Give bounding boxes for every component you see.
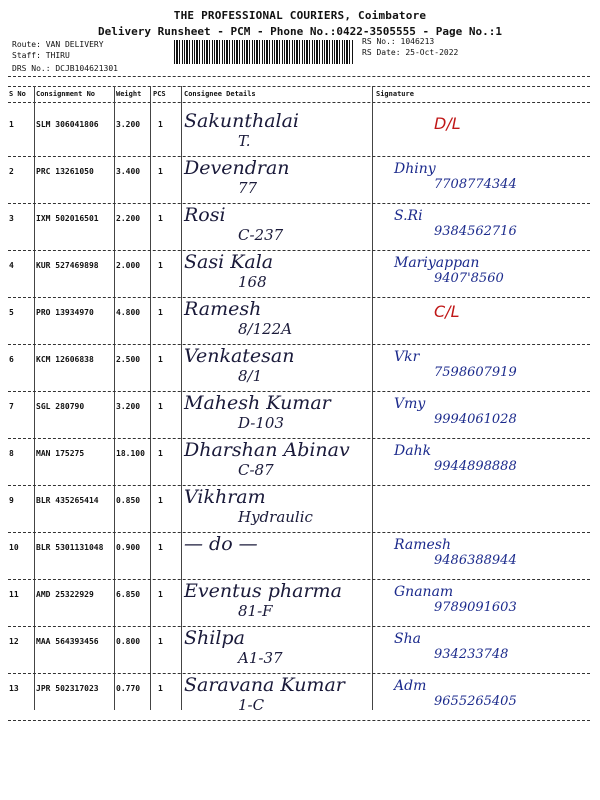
row-sno: 2 — [9, 167, 14, 176]
signature-box — [374, 253, 588, 295]
row-weight: 0.770 — [116, 684, 141, 693]
table-row — [8, 204, 590, 251]
row-weight: 0.900 — [116, 543, 141, 552]
row-weight: 6.850 — [116, 590, 141, 599]
row-pcs: 1 — [158, 214, 163, 223]
row-consignment: PRC 13261050 — [36, 167, 94, 176]
receiver-phone: 9994061028 — [434, 412, 517, 427]
row-consignment: MAA 564393456 — [36, 637, 99, 646]
table-row — [8, 627, 590, 674]
consignee-address: T. — [238, 132, 251, 150]
consignee-name: Eventus pharma — [184, 580, 342, 602]
receiver-phone: 7708774344 — [434, 177, 517, 192]
consignee-name: Saravana Kumar — [184, 674, 345, 696]
row-consignment: BLR 435265414 — [36, 496, 99, 505]
row-sno: 11 — [9, 590, 19, 599]
row-weight: 0.800 — [116, 637, 141, 646]
row-weight: 4.800 — [116, 308, 141, 317]
signature-mark: Ramesh — [394, 537, 451, 553]
col-signature: Signature — [376, 90, 414, 98]
row-sno: 4 — [9, 261, 14, 270]
receiver-phone: 934233748 — [434, 647, 509, 662]
consignee-name: Sakunthalai — [184, 110, 300, 132]
row-weight: 2.200 — [116, 214, 141, 223]
consignee-address: 168 — [238, 273, 267, 291]
signature-box — [374, 582, 588, 624]
delivery-stamp: D/L — [434, 114, 461, 133]
row-consignment: SLM 306041806 — [36, 120, 99, 129]
row-sno: 7 — [9, 402, 14, 411]
drs-barcode — [174, 40, 354, 64]
consignee-address: 8/122A — [238, 320, 293, 338]
row-consignment: SGL 280790 — [36, 402, 85, 411]
row-sno: 13 — [9, 684, 19, 693]
signature-mark: S.Ri — [394, 208, 423, 224]
table-row — [8, 674, 590, 721]
row-consignment: JPR 502317023 — [36, 684, 99, 693]
row-pcs: 1 — [158, 684, 163, 693]
row-consignment: PRO 13934970 — [36, 308, 94, 317]
row-consignment: KCM 12606838 — [36, 355, 94, 364]
table-row — [8, 251, 590, 298]
row-weight: 3.400 — [116, 167, 141, 176]
table-row — [8, 533, 590, 580]
signature-box — [374, 206, 588, 248]
runsheet-title: Delivery Runsheet - PCM - Phone No.:0422-3505555 - Page No.:1 — [98, 25, 502, 38]
signature-mark: Dhiny — [394, 161, 436, 177]
col-consignment: Consignment No — [36, 90, 96, 98]
consignee-name: — do — — [184, 533, 258, 555]
table-row — [8, 345, 590, 392]
row-pcs: 1 — [158, 355, 163, 364]
receiver-phone: 9407'8560 — [434, 271, 504, 286]
consignee-address: 8/1 — [238, 367, 263, 385]
consignee-name: Vikhram — [184, 486, 266, 508]
staff-label: Staff: THIRU — [12, 51, 70, 60]
row-weight: 18.100 — [116, 449, 145, 458]
row-sno: 1 — [9, 120, 14, 129]
signature-box — [374, 300, 588, 342]
row-pcs: 1 — [158, 167, 163, 176]
row-consignment: BLR 5301131048 — [36, 543, 104, 552]
consignee-name: Ramesh — [184, 298, 262, 320]
signature-box — [374, 441, 588, 483]
row-pcs: 1 — [158, 449, 163, 458]
signature-box — [374, 347, 588, 389]
signature-box — [374, 159, 588, 201]
signature-box — [374, 629, 588, 671]
consignee-address: C-87 — [238, 461, 274, 479]
row-weight: 0.850 — [116, 496, 141, 505]
receiver-phone: 9486388944 — [434, 553, 517, 568]
drs-number: DRS No.: DCJB104621301 — [12, 64, 118, 73]
row-sno: 3 — [9, 214, 14, 223]
consignment-table — [0, 110, 600, 721]
row-pcs: 1 — [158, 308, 163, 317]
col-sno: S No — [9, 90, 26, 98]
divider — [8, 76, 590, 77]
receiver-phone: 9655265405 — [434, 694, 517, 709]
table-row — [8, 580, 590, 627]
rs-date: RS Date: 25-Oct-2022 — [362, 48, 459, 57]
row-consignment: IXM 502016501 — [36, 214, 99, 223]
consignee-address: 1-C — [238, 696, 265, 714]
signature-mark: Gnanam — [394, 584, 454, 600]
receiver-phone: 7598607919 — [434, 365, 517, 380]
row-pcs: 1 — [158, 543, 163, 552]
delivery-stamp: C/L — [434, 302, 460, 321]
consignee-name: Devendran — [184, 157, 290, 179]
row-sno: 6 — [9, 355, 14, 364]
table-row — [8, 157, 590, 204]
header-divider — [8, 102, 590, 103]
table-row — [8, 298, 590, 345]
row-sno: 9 — [9, 496, 14, 505]
row-weight: 3.200 — [116, 120, 141, 129]
col-pcs: PCS — [153, 90, 166, 98]
row-pcs: 1 — [158, 590, 163, 599]
signature-box — [374, 394, 588, 436]
table-row — [8, 439, 590, 486]
row-sno: 12 — [9, 637, 19, 646]
signature-box — [374, 112, 588, 154]
row-pcs: 1 — [158, 496, 163, 505]
rs-number: RS No.: 1046213 — [362, 37, 435, 46]
row-sno: 10 — [9, 543, 19, 552]
divider — [8, 86, 590, 87]
signature-mark: Vkr — [394, 349, 420, 365]
company-title: THE PROFESSIONAL COURIERS, Coimbatore — [173, 9, 427, 22]
row-weight: 2.000 — [116, 261, 141, 270]
table-row — [8, 392, 590, 439]
consignee-name: Dharshan Abinav — [184, 439, 350, 461]
row-consignment: AMD 25322929 — [36, 590, 94, 599]
row-consignment: MAN 175275 — [36, 449, 85, 458]
row-pcs: 1 — [158, 261, 163, 270]
signature-box — [374, 488, 588, 530]
receiver-phone: 9944898888 — [434, 459, 517, 474]
consignee-address: A1-37 — [238, 649, 283, 667]
row-pcs: 1 — [158, 402, 163, 411]
table-row — [8, 110, 590, 157]
consignee-address: 77 — [238, 179, 258, 197]
consignee-address: 81-F — [238, 602, 273, 620]
table-row — [8, 486, 590, 533]
consignee-address: C-237 — [238, 226, 284, 244]
signature-mark: Dahk — [394, 443, 432, 459]
row-pcs: 1 — [158, 637, 163, 646]
receiver-phone: 9384562716 — [434, 224, 517, 239]
consignee-address: D-103 — [238, 414, 285, 432]
consignee-address: Hydraulic — [238, 508, 313, 526]
row-weight: 3.200 — [116, 402, 141, 411]
row-sno: 8 — [9, 449, 14, 458]
col-weight: Weight — [116, 90, 142, 98]
row-weight: 2.500 — [116, 355, 141, 364]
signature-box — [374, 676, 588, 718]
row-consignment: KUR 527469898 — [36, 261, 99, 270]
row-pcs: 1 — [158, 120, 163, 129]
consignee-name: Sasi Kala — [184, 251, 274, 273]
consignee-name: Shilpa — [184, 627, 245, 649]
signature-box — [374, 535, 588, 577]
col-consignee: Consignee Details — [184, 90, 256, 98]
receiver-phone: 9789091603 — [434, 600, 517, 615]
consignee-name: Venkatesan — [184, 345, 295, 367]
route-label: Route: VAN DELIVERY — [12, 40, 104, 49]
signature-mark: Adm — [394, 678, 427, 694]
consignee-name: Mahesh Kumar — [184, 392, 331, 414]
signature-mark: Mariyappan — [394, 255, 480, 271]
signature-mark: Vmy — [394, 396, 426, 412]
signature-mark: Sha — [394, 631, 421, 647]
row-sno: 5 — [9, 308, 14, 317]
consignee-name: Rosi — [184, 204, 226, 226]
